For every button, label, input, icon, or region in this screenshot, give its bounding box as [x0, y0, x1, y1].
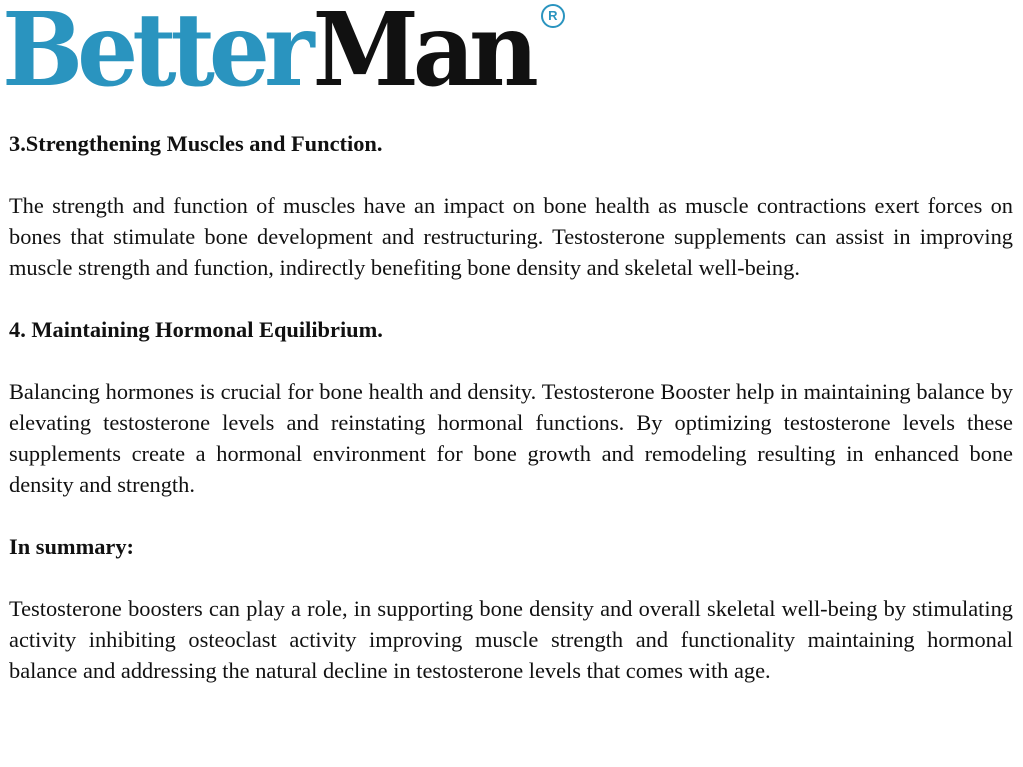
registered-trademark-icon: R [541, 4, 565, 28]
article-content [9, 128, 1013, 686]
spacer [9, 283, 1013, 314]
brand-logo [2, 0, 565, 110]
logo-better-text: Better [2, 0, 309, 110]
section-heading-strengthening-muscles: 3.Strengthening Muscles and Function. [9, 131, 383, 156]
section-body-strengthening-muscles: The strength and function of muscles have an impact on bone health as muscle contractions exert forces on bones that stimulate bone development and restructuring. Testosterone supplements can assist in improving muscle strength and function, indirectly benefiting bone density and skeletal well-being. [9, 193, 1013, 280]
spacer [9, 345, 1013, 376]
section-heading-summary: In summary: [9, 534, 135, 559]
section-body-hormonal-equilibrium: Balancing hormones is crucial for bone health and density. Testosterone Booster help in maintaining balance by elevating testosterone levels and reinstating hormonal functions. By optimizing testosterone levels these supplements create a hormonal environment for bone growth and remodeling resulting in enhanced bone density and strength. [9, 379, 1013, 497]
section-body-summary: Testosterone boosters can play a role, in supporting bone density and overall skeletal well-being by stimulating activity inhibiting osteoclast activity improving muscle strength and functionality maintaining hormonal balance and addressing the natural decline in testosterone levels that comes with age. [9, 596, 1013, 683]
spacer [9, 159, 1013, 190]
spacer [9, 562, 1013, 593]
logo-man-text: Man [312, 0, 533, 110]
spacer [9, 500, 1013, 531]
section-heading-hormonal-equilibrium: 4. Maintaining Hormonal Equilibrium. [9, 317, 383, 342]
